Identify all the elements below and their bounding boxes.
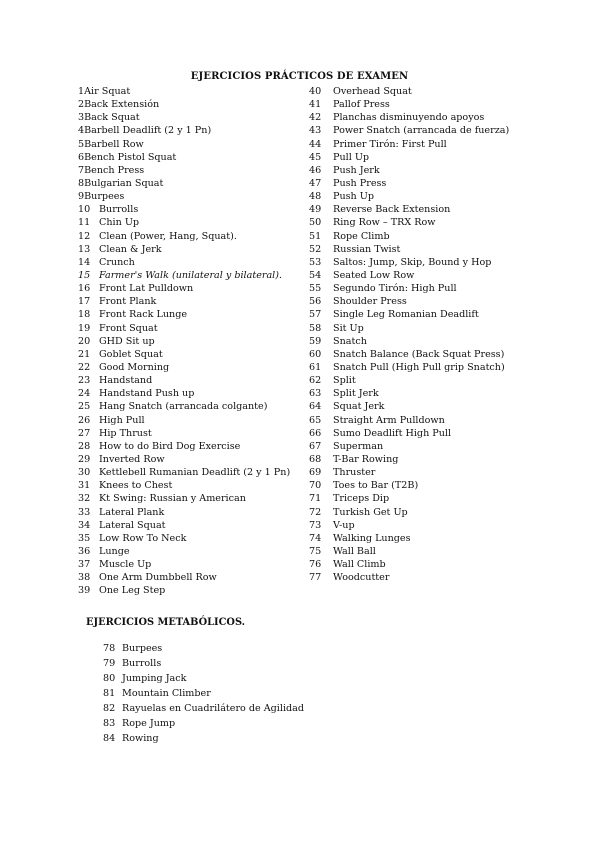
list-item: [78, 519, 308, 532]
list-item: [309, 414, 559, 427]
item-number: 29: [78, 453, 91, 465]
list-item: [309, 85, 559, 98]
item-label: Hip Thrust: [99, 427, 152, 439]
list-item: [309, 230, 559, 243]
list-item: [78, 400, 308, 413]
item-number: 36: [78, 545, 91, 557]
item-label: Low Row To Neck: [99, 532, 187, 544]
item-label: Overhead Squat: [333, 86, 412, 97]
item-number: 5: [78, 138, 85, 150]
list-item: [78, 151, 308, 164]
list-item: [78, 584, 308, 597]
item-number: 12: [78, 230, 91, 242]
item-number: 19: [78, 322, 91, 334]
exercise-list-left: [78, 85, 308, 597]
list-item: [78, 440, 308, 453]
item-number: 14: [78, 256, 91, 268]
item-number: 16: [78, 283, 91, 295]
item-label: Kettlebell Rumanian Deadlift (2 y 1 Pn): [99, 467, 291, 479]
item-number: 3: [78, 112, 85, 124]
list-item: [78, 124, 308, 137]
list-item: [78, 282, 308, 295]
item-label: Russian Twist: [333, 243, 401, 255]
list-item: [78, 203, 308, 216]
item-number: 73: [309, 519, 322, 531]
item-number: 60: [309, 348, 322, 360]
list-item: [309, 361, 559, 374]
item-label: Burpees: [122, 643, 163, 654]
list-item: [78, 243, 308, 256]
list-item: [103, 686, 304, 701]
item-label: Superman: [333, 440, 384, 452]
item-label: Rope Jump: [122, 718, 176, 729]
list-item: [309, 519, 559, 532]
item-label: Push Press: [333, 177, 387, 189]
item-number: 39: [78, 585, 91, 597]
list-item: [309, 440, 559, 453]
list-item: [78, 532, 308, 545]
item-number: 35: [78, 532, 91, 544]
item-number: 55: [309, 283, 322, 295]
item-number: 11: [78, 217, 91, 229]
item-number: 61: [309, 361, 322, 373]
list-item: [309, 322, 559, 335]
list-item: [309, 256, 559, 269]
item-number: 70: [309, 480, 322, 492]
list-item: [78, 545, 308, 558]
item-label: Front Rack Lunge: [99, 309, 188, 321]
list-item: [78, 177, 308, 190]
list-item: [78, 138, 308, 151]
item-label: Sumo Deadlift High Pull: [333, 427, 452, 439]
item-number: 59: [309, 335, 322, 347]
item-label: Pallof Press: [333, 99, 390, 111]
item-label: Burrolls: [99, 204, 139, 216]
list-item: [103, 731, 304, 746]
item-number: 25: [78, 401, 91, 413]
list-item: [78, 387, 308, 400]
item-label: Snatch: [333, 335, 367, 347]
item-label: One Arm Dumbbell Row: [99, 572, 217, 584]
list-item: [103, 716, 304, 731]
item-number: 17: [78, 296, 91, 308]
item-number: 9: [78, 191, 85, 203]
item-label: Back Squat: [84, 112, 140, 124]
item-number: 15: [78, 269, 91, 281]
item-label: Handstand: [99, 375, 153, 387]
item-label: Segundo Tirón: High Pull: [333, 283, 457, 295]
list-item: [78, 558, 308, 571]
item-label: V-up: [333, 519, 355, 531]
item-label: Woodcutter: [333, 572, 390, 584]
item-number: 34: [78, 519, 91, 531]
item-label: Walking Lunges: [333, 532, 411, 544]
item-label: Single Leg Romanian Deadlift: [333, 309, 479, 321]
list-item: [78, 506, 308, 519]
item-label: Muscle Up: [99, 559, 152, 571]
list-item: [78, 466, 308, 479]
item-number: 24: [78, 388, 91, 400]
item-number: 44: [309, 138, 322, 150]
list-item: [78, 190, 308, 203]
item-number: 18: [78, 309, 91, 321]
item-label: Jumping Jack: [122, 673, 187, 684]
list-item: [78, 492, 308, 505]
item-label: Burrolls: [122, 658, 162, 669]
item-label: Bench Press: [84, 164, 145, 176]
item-number: 37: [78, 559, 91, 571]
list-item: [103, 701, 304, 716]
item-label: Triceps Dip: [333, 493, 390, 505]
item-label: Wall Ball: [333, 545, 376, 557]
item-number: 20: [78, 335, 91, 347]
item-label: Push Jerk: [333, 164, 380, 176]
list-item: [309, 124, 559, 137]
item-label: Clean & Jerk: [99, 243, 162, 255]
list-item: [78, 216, 308, 229]
list-item: [78, 308, 308, 321]
item-label: Lunge: [99, 545, 130, 557]
list-item: [309, 453, 559, 466]
item-label: Hang Snatch (arrancada colgante): [99, 401, 268, 413]
list-item: [309, 151, 559, 164]
item-number: 22: [78, 361, 91, 373]
item-label: Toes to Bar (T2B): [333, 480, 419, 492]
item-label: Back Extensión: [84, 99, 160, 111]
item-label: Power Snatch (arrancada de fuerza): [333, 125, 510, 137]
exercise-list-right: [309, 85, 559, 584]
item-number: 51: [309, 230, 322, 242]
item-label: Primer Tirón: First Pull: [333, 138, 447, 150]
item-number: 63: [309, 388, 322, 400]
item-label: Good Morning: [99, 361, 170, 373]
item-number: 65: [309, 414, 322, 426]
item-label: GHD Sit up: [99, 335, 155, 347]
list-item: [309, 387, 559, 400]
list-item: [78, 571, 308, 584]
item-number: 52: [309, 243, 322, 255]
list-item: [309, 138, 559, 151]
item-label: One Leg Step: [99, 585, 166, 597]
list-item: [103, 656, 304, 671]
list-item: [78, 98, 308, 111]
item-number: 82: [103, 703, 116, 714]
item-label: Shoulder Press: [333, 296, 407, 308]
list-item: [309, 466, 559, 479]
item-label: T-Bar Rowing: [333, 453, 399, 465]
list-item: [78, 256, 308, 269]
list-item: [78, 335, 308, 348]
item-label: Kt Swing: Russian y American: [99, 493, 246, 505]
item-label: Inverted Row: [99, 453, 165, 465]
item-label: Farmer's Walk (unilateral y bilateral).: [99, 269, 283, 281]
item-number: 80: [103, 673, 116, 684]
list-item: [78, 361, 308, 374]
item-label: Goblet Squat: [99, 348, 163, 360]
item-number: 50: [309, 217, 322, 229]
item-label: Snatch Balance (Back Squat Press): [333, 348, 505, 360]
list-item: [309, 295, 559, 308]
item-label: Air Squat: [84, 86, 131, 97]
item-label: High Pull: [99, 414, 145, 426]
item-number: 6: [78, 151, 85, 163]
list-item: [78, 427, 308, 440]
item-number: 8: [78, 177, 85, 189]
item-number: 53: [309, 256, 322, 268]
item-label: Lateral Squat: [99, 519, 166, 531]
item-label: Wall Climb: [333, 559, 386, 571]
page-title: EJERCICIOS PRÁCTICOS DE EXAMEN: [190, 71, 409, 82]
item-label: Rowing: [122, 733, 159, 744]
item-label: Ring Row – TRX Row: [333, 217, 436, 229]
item-label: How to do Bird Dog Exercise: [99, 440, 241, 452]
item-number: 84: [103, 733, 116, 744]
item-number: 67: [309, 440, 322, 452]
list-item: [309, 427, 559, 440]
item-label: Handstand Push up: [99, 388, 195, 400]
item-label: Bulgarian Squat: [84, 177, 164, 189]
list-item: [309, 243, 559, 256]
list-item: [78, 111, 308, 124]
item-label: Rayuelas en Cuadrilátero de Agilidad: [122, 703, 305, 714]
list-item: [309, 374, 559, 387]
list-item: [78, 295, 308, 308]
item-number: 62: [309, 375, 322, 387]
list-item: [309, 282, 559, 295]
item-number: 68: [309, 453, 322, 465]
item-label: Saltos: Jump, Skip, Bound y Hop: [333, 256, 492, 268]
list-item: [309, 269, 559, 282]
list-item: [309, 164, 559, 177]
item-label: Planchas disminuyendo apoyos: [333, 112, 485, 124]
list-item: [309, 111, 559, 124]
item-label: Front Lat Pulldown: [99, 283, 194, 295]
item-label: Straight Arm Pulldown: [333, 414, 445, 426]
item-number: 30: [78, 467, 91, 479]
list-item: [309, 98, 559, 111]
item-number: 38: [78, 572, 91, 584]
list-item: [309, 479, 559, 492]
metabolic-list: [103, 641, 304, 746]
list-item: [78, 374, 308, 387]
item-number: 13: [78, 243, 91, 255]
item-label: Front Plank: [99, 296, 157, 308]
item-label: Barbell Row: [84, 138, 144, 150]
list-item: [309, 545, 559, 558]
item-number: 66: [309, 427, 322, 439]
item-number: 83: [103, 718, 116, 729]
item-number: 23: [78, 375, 91, 387]
item-label: Squat Jerk: [333, 401, 385, 413]
item-number: 54: [309, 269, 322, 281]
item-label: Turkish Get Up: [333, 506, 408, 518]
metabolic-section-title: EJERCICIOS METABÓLICOS.: [86, 617, 246, 628]
list-item: [103, 641, 304, 656]
item-label: Knees to Chest: [99, 480, 173, 492]
item-label: Sit Up: [333, 322, 364, 334]
item-number: 33: [78, 506, 91, 518]
item-label: Front Squat: [99, 322, 158, 334]
list-item: [309, 177, 559, 190]
item-number: 74: [309, 532, 322, 544]
list-item: [309, 348, 559, 361]
list-item: [78, 230, 308, 243]
list-item: [309, 532, 559, 545]
item-number: 46: [309, 164, 322, 176]
list-item: [309, 203, 559, 216]
list-item: [78, 164, 308, 177]
item-number: 31: [78, 480, 91, 492]
list-item: [78, 348, 308, 361]
item-label: Reverse Back Extension: [333, 204, 451, 216]
item-number: 27: [78, 427, 91, 439]
item-number: 26: [78, 414, 91, 426]
item-number: 41: [309, 99, 322, 111]
list-item: [309, 190, 559, 203]
item-number: 56: [309, 296, 322, 308]
item-label: Bench Pistol Squat: [84, 151, 177, 163]
item-label: Burpees: [84, 191, 125, 203]
item-number: 42: [309, 112, 322, 124]
item-number: 4: [78, 125, 85, 137]
item-label: Seated Low Row: [333, 269, 415, 281]
list-item: [309, 558, 559, 571]
item-number: 40: [309, 86, 322, 97]
item-label: Rope Climb: [333, 230, 390, 242]
list-item: [78, 322, 308, 335]
list-item: [78, 453, 308, 466]
list-item: [309, 506, 559, 519]
item-label: Barbell Deadlift (2 y 1 Pn): [84, 125, 212, 137]
list-item: [78, 85, 308, 98]
item-label: Mountain Climber: [122, 688, 211, 699]
item-number: 48: [309, 191, 322, 203]
item-label: Chin Up: [99, 217, 140, 229]
item-number: 47: [309, 177, 322, 189]
list-item: [309, 216, 559, 229]
item-number: 2: [78, 99, 85, 111]
item-number: 1: [78, 86, 85, 97]
list-item: [309, 400, 559, 413]
item-number: 64: [309, 401, 322, 413]
item-number: 75: [309, 545, 322, 557]
item-label: Push Up: [333, 191, 375, 203]
item-label: Lateral Plank: [99, 506, 165, 518]
list-item: [103, 671, 304, 686]
item-number: 79: [103, 658, 116, 669]
item-number: 71: [309, 493, 322, 505]
item-number: 32: [78, 493, 91, 505]
item-label: Clean (Power, Hang, Squat).: [99, 230, 237, 242]
item-number: 21: [78, 348, 91, 360]
list-item: [309, 308, 559, 321]
list-item: [309, 335, 559, 348]
item-number: 77: [309, 572, 322, 584]
item-number: 43: [309, 125, 322, 137]
item-label: Split Jerk: [333, 388, 379, 400]
list-item: [309, 571, 559, 584]
item-number: 76: [309, 559, 322, 571]
item-label: Split: [333, 375, 356, 387]
item-number: 57: [309, 309, 322, 321]
list-item: [78, 414, 308, 427]
list-item: [309, 492, 559, 505]
item-number: 78: [103, 643, 116, 654]
item-number: 49: [309, 204, 322, 216]
item-label: Crunch: [99, 256, 135, 268]
list-item: [78, 479, 308, 492]
item-number: 10: [78, 204, 91, 216]
item-label: Thruster: [333, 467, 376, 479]
item-number: 28: [78, 440, 91, 452]
item-label: Pull Up: [333, 151, 370, 163]
list-item: [78, 269, 308, 282]
item-number: 45: [309, 151, 322, 163]
item-label: Snatch Pull (High Pull grip Snatch): [333, 361, 505, 373]
item-number: 72: [309, 506, 322, 518]
item-number: 7: [78, 164, 85, 176]
item-number: 69: [309, 467, 322, 479]
item-number: 58: [309, 322, 322, 334]
item-number: 81: [103, 688, 116, 699]
